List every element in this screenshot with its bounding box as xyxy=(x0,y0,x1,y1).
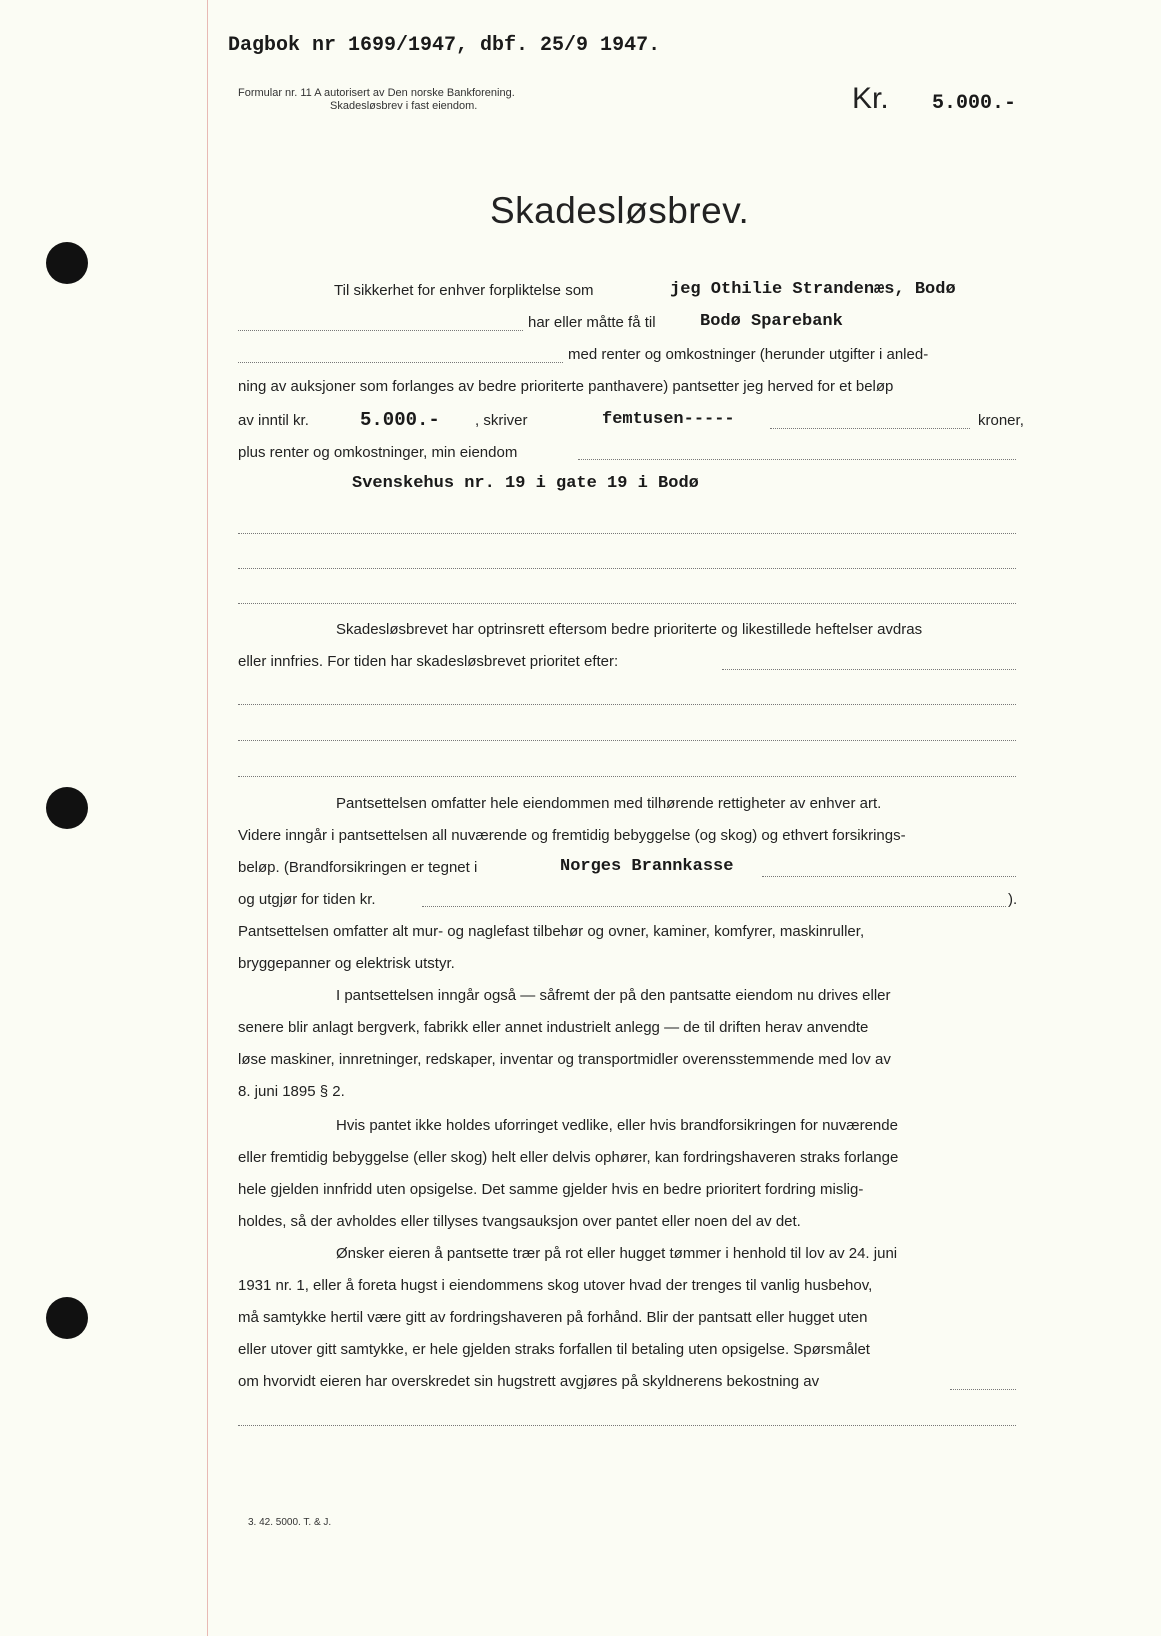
timber-line-1: Ønsker eieren å pantsette trær på rot eller hugget tømmer i henhold til lov av 24. juni xyxy=(336,1245,898,1262)
dotted-line xyxy=(238,1425,1016,1426)
dotted-line xyxy=(722,669,1016,670)
scope-line-2: Videre inngår i pantsettelsen all nuværende og fremtidig bebyggelse (og skog) og ethvert forsikrings- xyxy=(238,827,906,844)
dotted-line xyxy=(238,740,1016,741)
punch-hole-top-icon xyxy=(46,242,88,284)
dagbok-stamp: Dagbok nr 1699/1947, dbf. 25/9 1947. xyxy=(228,34,661,57)
punch-hole-bottom-icon xyxy=(46,1297,88,1339)
amount-number: 5.000.- xyxy=(360,409,440,431)
dotted-line xyxy=(238,603,1016,604)
kr-label: Kr. xyxy=(852,82,889,115)
dotted-line xyxy=(950,1389,1016,1390)
dotted-line xyxy=(238,568,1016,569)
punch-hole-middle-icon xyxy=(46,787,88,829)
dotted-line xyxy=(578,459,1016,460)
industry-line-1: I pantsettelsen inngår også — såfremt der på den pantsatte eiendom nu drives eller xyxy=(336,987,891,1004)
print-code: 3. 42. 5000. T. & J. xyxy=(248,1517,332,1528)
scope-line-4-end: ). xyxy=(1008,891,1018,908)
industry-line-2: senere blir anlagt bergverk, fabrikk eller annet industrielt anlegg — de til driften herav anvendte xyxy=(238,1019,869,1036)
maintenance-line-1: Hvis pantet ikke holdes uforringet vedlike, eller hvis brandforsikringen for nuværende xyxy=(336,1117,898,1134)
timber-line-4: eller utover gitt samtykke, er hele gjelden straks forfallen til betaling uten opsigelse. Spørsmålet xyxy=(238,1341,870,1358)
dotted-line xyxy=(238,362,563,363)
property-label: plus renter og omkostninger, min eiendom xyxy=(238,444,518,461)
maintenance-line-3: hele gjelden innfridd uten opsigelse. Det samme gjelder hvis en bedre prioritert fordring mislig- xyxy=(238,1181,864,1198)
form-note-line-2: Skadesløsbrev i fast eiendom. xyxy=(330,100,478,112)
scope-line-1: Pantsettelsen omfatter hele eiendommen med tilhørende rettigheter av enhver art. xyxy=(336,795,882,812)
scope-line-6: bryggepanner og elektrisk utstyr. xyxy=(238,955,455,972)
scope-line-4: og utgjør for tiden kr. xyxy=(238,891,376,908)
priority-line-2: eller innfries. For tiden har skadesløsbrevet prioritet efter: xyxy=(238,653,619,670)
writes-label: , skriver xyxy=(475,412,528,429)
dotted-line xyxy=(762,876,1016,877)
paragraph-line: med renter og omkostninger (herunder utgifter i anled- xyxy=(568,346,929,363)
margin-rule xyxy=(207,0,208,1636)
scope-line-3: beløp. (Brandforsikringen er tegnet i xyxy=(238,859,478,876)
creditor-label: har eller måtte få til xyxy=(528,314,656,331)
scope-line-5: Pantsettelsen omfatter alt mur- og naglefast tilbehør og ovner, kaminer, komfyrer, maskinruller, xyxy=(238,923,865,940)
debtor-name: jeg Othilie Strandenæs, Bodø xyxy=(670,280,956,299)
insurer-name: Norges Brannkasse xyxy=(560,857,734,876)
industry-line-3: løse maskiner, innretninger, redskaper, inventar og transportmidler overensstemmende med lov av xyxy=(238,1051,891,1068)
kroner-label: kroner, xyxy=(978,412,1024,429)
dotted-line xyxy=(238,704,1016,705)
maintenance-line-4: holdes, så der avholdes eller tillyses tvangsauksjon over pantet eller noen del av det. xyxy=(238,1213,801,1230)
priority-line-1: Skadesløsbrevet har optrinsrett eftersom bedre prioriterte og likestillede heftelser avdras xyxy=(336,621,923,638)
document-title: Skadesløsbrev. xyxy=(490,190,750,231)
dotted-line xyxy=(238,330,523,331)
amount-words: femtusen----- xyxy=(602,410,735,429)
form-note-line-1: Formular nr. 11 A autorisert av Den norske Bankforening. xyxy=(238,87,515,99)
property-name: Svenskehus nr. 19 i gate 19 i Bodø xyxy=(352,474,699,493)
dotted-line xyxy=(422,906,1006,907)
dotted-line xyxy=(770,428,970,429)
paragraph-line: ning av auksjoner som forlanges av bedre prioriterte panthavere) pantsetter jeg herved for et beløp xyxy=(238,378,894,395)
timber-line-3: må samtykke hertil være gitt av fordringshaveren på forhånd. Blir der pantsatt eller hugget uten xyxy=(238,1309,868,1326)
dotted-line xyxy=(238,776,1016,777)
amount-label: av inntil kr. xyxy=(238,412,309,429)
intro-text: Til sikkerhet for enhver forpliktelse som xyxy=(334,282,594,299)
kr-amount: 5.000.- xyxy=(932,92,1017,115)
creditor-name: Bodø Sparebank xyxy=(700,312,843,331)
dotted-line xyxy=(238,533,1016,534)
maintenance-line-2: eller fremtidig bebyggelse (eller skog) helt eller delvis ophører, kan fordringshaveren straks forlange xyxy=(238,1149,899,1166)
industry-line-4: 8. juni 1895 § 2. xyxy=(238,1083,345,1100)
timber-line-5: om hvorvidt eieren har overskredet sin hugstrett avgjøres på skyldnerens bekostning av xyxy=(238,1373,820,1390)
timber-line-2: 1931 nr. 1, eller å foreta hugst i eiendommens skog utover hvad der trenges til vanlig husbehov, xyxy=(238,1277,873,1294)
